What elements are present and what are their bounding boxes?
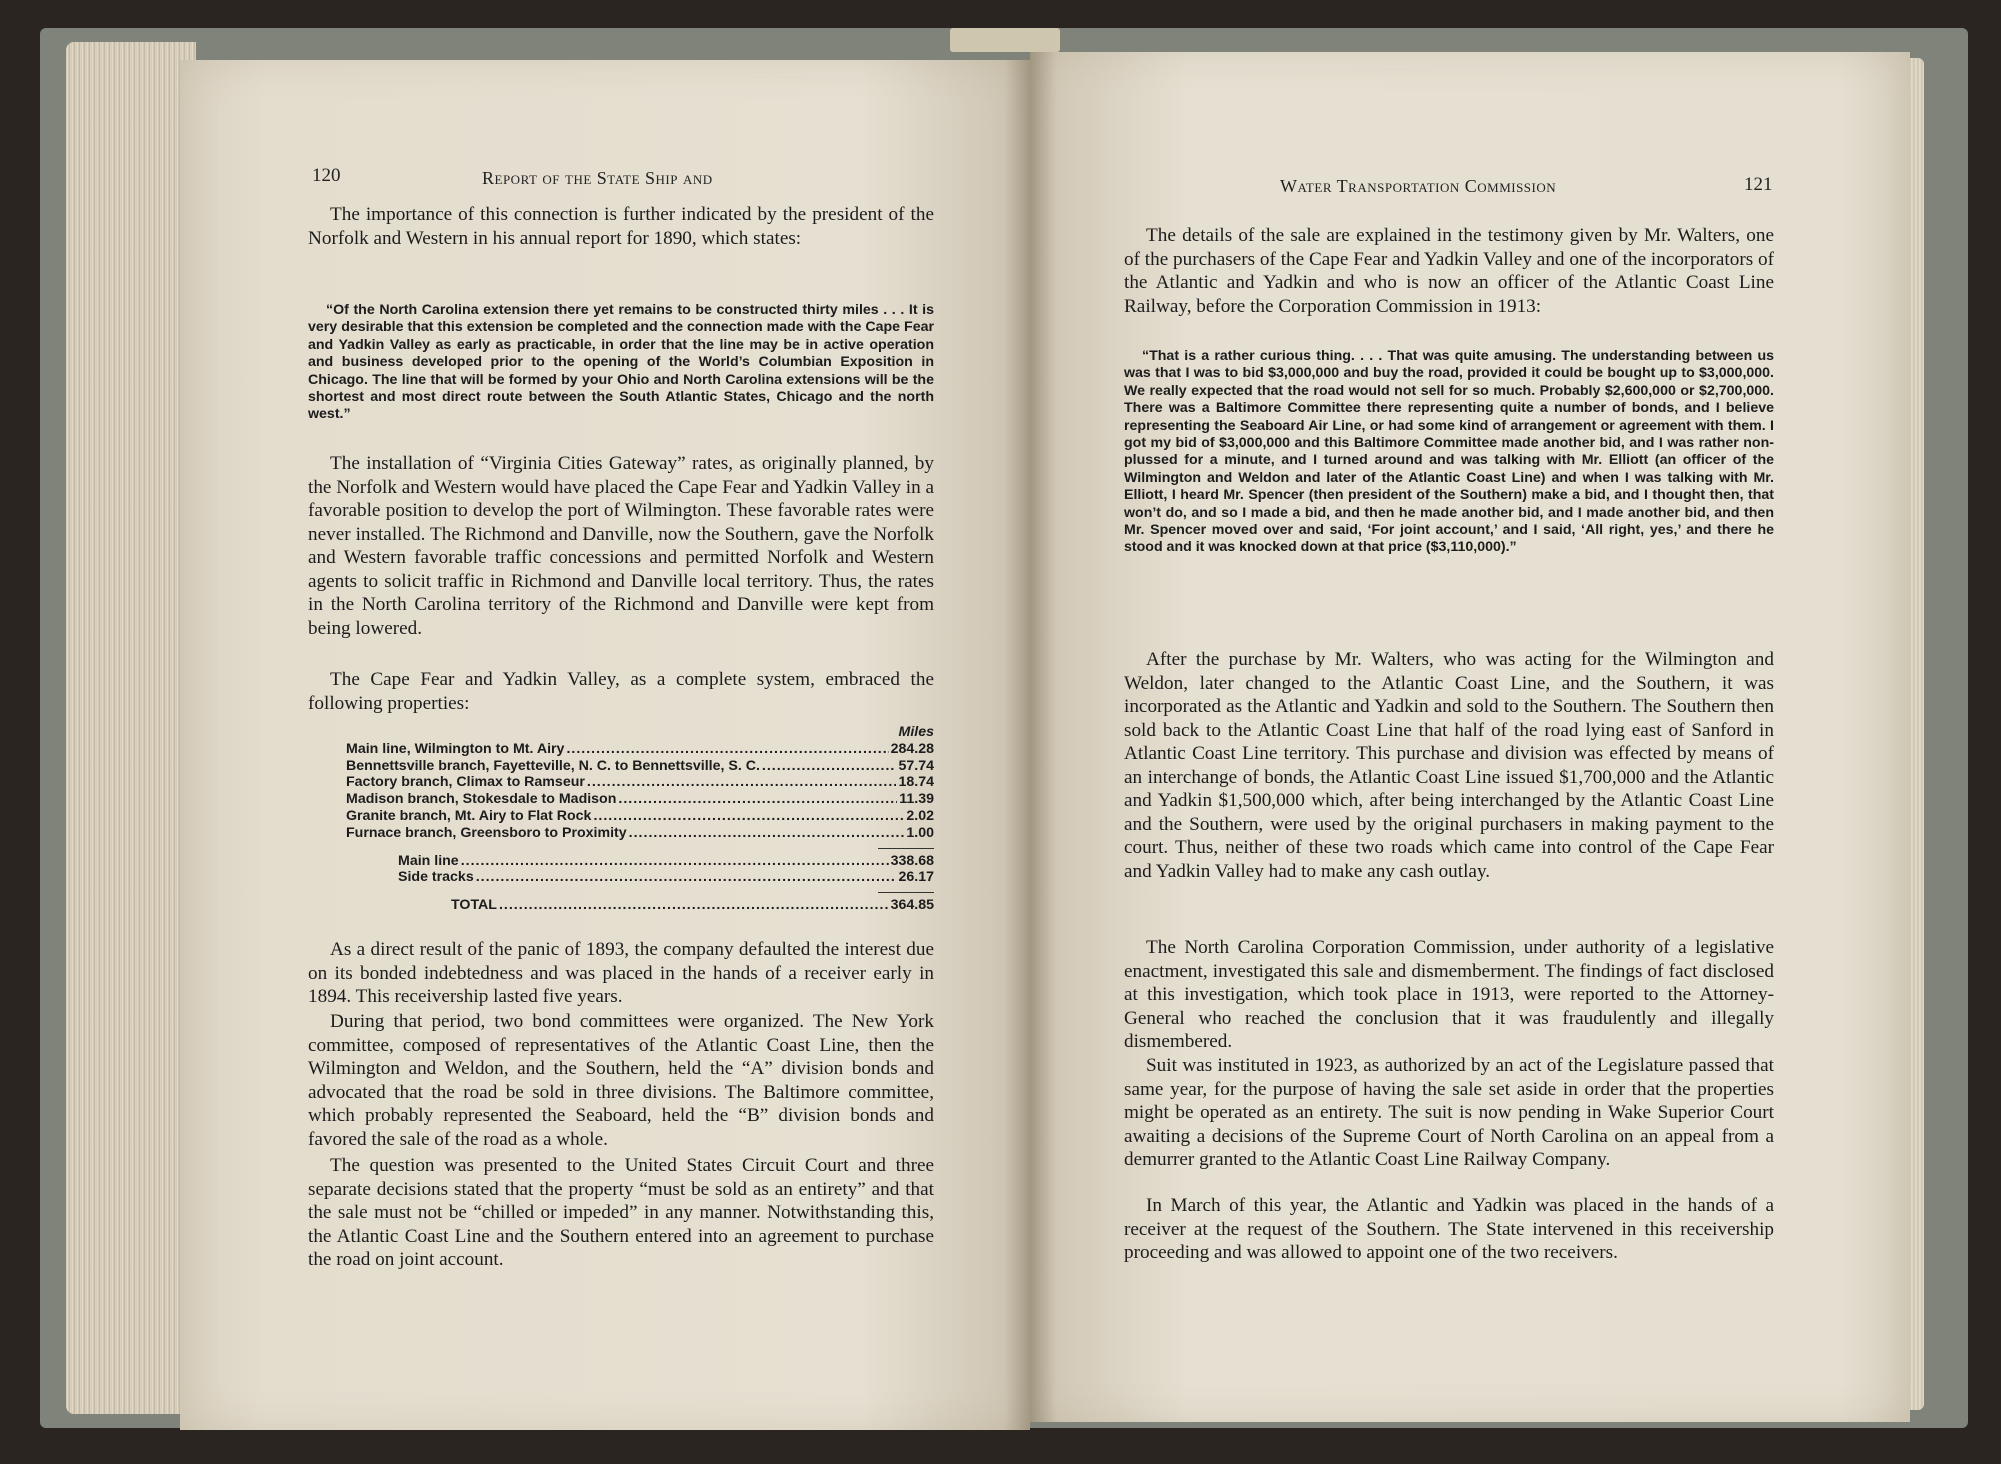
page-number: 120 — [312, 165, 341, 186]
paragraph: The importance of this connection is further indicated by the president of the Norfolk and Western in his annual report for 1890, which states: — [308, 204, 934, 249]
table-row: Bennettsville branch, Fayetteville, N. C. to Bennettsville, S. C. ..... 57.74 — [346, 758, 934, 775]
block-quote: “That is a rather curious thing. . . . That was quite amusing. The understanding between us was that I was to bid $3,000,000 and buy the road, provided it could be bought up to $3,000,000. We really expected that the road would not sell for so much. Probably $2,600,000 or $2,700,000. There was a Baltimore Committee there representing quite a number of bonds, and I believe representing the Seaboard Air Line, or had some kind of arrangement or agreement with them. I got my bid of $3,000,000 and this Baltimore Committee made another bid, and I was rather non-plussed for a minute, and I turned around and was talking with Mr. Elliott (an officer of the Wilmington and Weldon and later of the Atlantic Coast Line) and when I was talking with Mr. Elliott, I heard Mr. Spencer (then president of the Southern) make a bid, and I thought then, that won’t do, and so I made a bid, and then he made another bid, and I made another bid, and then Mr. Spencer moved over and said, ‘For joint account,’ and I said, ‘All right, yes,’ and there he stood and it was knocked down at that price ($3,110,000).” — [1124, 348, 1774, 556]
table-row: Madison branch, Stokesdale to Madison ..... 11.39 — [346, 791, 934, 808]
paragraph: In March of this year, the Atlantic and Yadkin was placed in the hands of a receiver at the request of the Southern. The State intervened in this receivership proceeding and was allowed to appoint one of the two receivers. — [1124, 1195, 1774, 1263]
mileage-table — [346, 724, 934, 914]
paragraph: After the purchase by Mr. Walters, who was acting for the Wilmington and Weldon, later changed to the Atlantic Coast Line, and the Southern, it was incorporated as the Atlantic and Yadkin and sold to the Southern. The Southern then sold back to the Atlantic Coast Line that half of the road lying east of Sanford in Atlantic Coast Line territory. This purchase and division was effected by means of an interchange of bonds, the Atlantic Coast Line issued $1,700,000 and the Atlantic and Yadkin $1,500,000 which, after being interchanged by the Atlantic Coast Line and the Southern, were used by the original purchasers in making payment to the court. Thus, neither of these two roads which came into control of the Cape Fear and Yadkin Valley had to make any cash outlay. — [1124, 649, 1774, 882]
subtotal-row: Side tracks ..... 26.17 — [346, 869, 934, 886]
divider — [878, 848, 934, 849]
page-block-left — [66, 42, 196, 1414]
left-page — [180, 60, 1030, 1430]
running-head: Report of the State Ship and — [482, 168, 713, 188]
right-page — [1030, 52, 1910, 1422]
subtotal-row: Main line ..... 338.68 — [346, 853, 934, 870]
paragraph: As a direct result of the panic of 1893, the company defaulted the interest due on its bonded indebtedness and was placed in the hands of a receiver early in 1894. This receivership lasted five years. — [308, 939, 934, 1007]
ribbon-bookmark — [950, 28, 1060, 52]
paragraph: Suit was instituted in 1923, as authorized by an act of the Legislature passed that same year, for the purpose of having the sale set aside in order that the properties might be operated as an entirety. The suit is now pending in Wake Superior Court awaiting a decisions of the Supreme Court of North Carolina on an appeal from a demurrer granted to the Atlantic Coast Line Railway Company. — [1124, 1055, 1774, 1170]
miles-header: Miles — [898, 724, 934, 740]
block-quote: “Of the North Carolina extension there yet remains to be constructed thirty miles . . . It is very desirable that this extension be completed and the connection made with the Cape Fear and Yadkin Valley as early as practicable, in order that the line may be in active operation and business developed prior to the opening of the World’s Columbian Exposition in Chicago. The line that will be formed by your Ohio and North Carolina extensions will be the shortest and most direct route between the South Atlantic States, Chicago and the north west.” — [308, 302, 934, 423]
paragraph: The North Carolina Corporation Commission, under authority of a legislative enactment, investigated this sale and dismemberment. The findings of fact disclosed at this investigation, which took place in 1913, were reported to the Attorney-General who reached the conclusion that it was fraudulently and illegally dismembered. — [1124, 937, 1774, 1052]
page-number: 121 — [1744, 174, 1773, 195]
divider — [878, 892, 934, 893]
table-row: Main line, Wilmington to Mt. Airy ..... 284.28 — [346, 741, 934, 758]
total-row: TOTAL ..... 364.85 — [346, 897, 934, 914]
table-row: Factory branch, Climax to Ramseur ..... 18.74 — [346, 774, 934, 791]
paragraph: The details of the sale are explained in the testimony given by Mr. Walters, one of the purchasers of the Cape Fear and Yadkin Valley and one of the incorporators of the Atlantic and Yadkin and who is now an officer of the Atlantic Coast Line Railway, before the Corporation Commission in 1913: — [1124, 225, 1774, 317]
table-row: Furnace branch, Greensboro to Proximity ..... 1.00 — [346, 825, 934, 842]
paragraph: The Cape Fear and Yadkin Valley, as a complete system, embraced the following properties: — [308, 669, 934, 714]
paragraph: The installation of “Virginia Cities Gateway” rates, as originally planned, by the Norfolk and Western would have placed the Cape Fear and Yadkin Valley in a favorable position to develop the port of Wilmington. These favorable rates were never installed. The Richmond and Danville, now the Southern, gave the Norfolk and Western favorable traffic concessions and permitted Norfolk and Western agents to solicit traffic in Richmond and Danville local territory. Thus, the rates in the North Carolina territory of the Richmond and Danville were kept from being lowered. — [308, 453, 934, 639]
table-row: Granite branch, Mt. Airy to Flat Rock ..... 2.02 — [346, 808, 934, 825]
paragraph: During that period, two bond committees were organized. The New York committee, composed of representatives of the Atlantic Coast Line, then the Wilmington and Weldon, and the Southern, held the “A” division bonds and advocated that the road be sold in three divisions. The Baltimore committee, which probably represented the Seaboard, held the “B” division bonds and favored the sale of the road as a whole. — [308, 1011, 934, 1150]
paragraph: The question was presented to the United States Circuit Court and three separate decisions stated that the property “must be sold as an entirety” and that the sale must not be “chilled or impeded” in any manner. Notwithstanding this, the Atlantic Coast Line and the Southern entered into an agreement to purchase the road on joint account. — [308, 1155, 934, 1270]
running-head: Water Transportation Commission — [1280, 176, 1557, 196]
